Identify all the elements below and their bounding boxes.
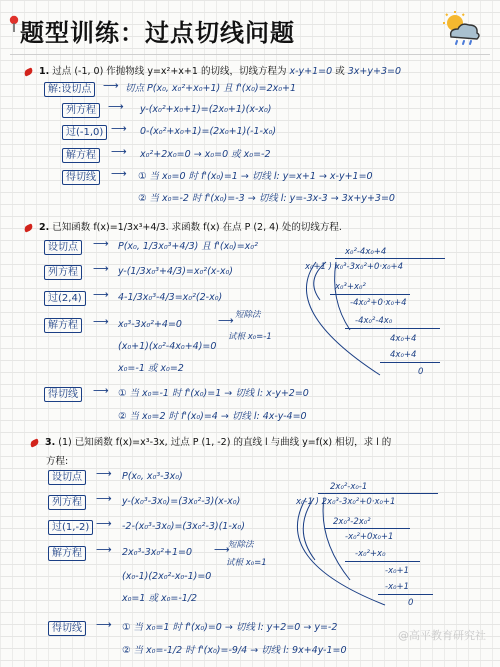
q1-step-equation: 列方程 [62, 103, 100, 118]
q1-step-setpoint: 解:设切点 [44, 82, 95, 97]
question-3: 3. (1) 已知函数 f(x)=x³-3x, 过点 P (1, -2) 的直线 l 与曲线 y=f(x) 相切，求 l 的 [30, 434, 391, 448]
question-1: 1. 过点 (-1, 0) 作抛物线 y=x²+x+1 的切线，切线方程为 x-y+1=0 或 3x+y+3=0 [24, 63, 401, 77]
watermark: @高平教育研究社 [398, 629, 486, 642]
q1-step-tangent: 得切线 [62, 170, 100, 185]
q2-step-equation: 列方程 [44, 265, 82, 280]
page-title: 题型训练：过点切线问题 [20, 20, 295, 47]
q2-step-solve: 解方程 [44, 318, 82, 333]
q1-step-point: 过(-1,0) [62, 125, 107, 140]
q3-step-solve: 解方程 [48, 546, 86, 561]
q3-step-point: 过(1,-2) [48, 520, 93, 535]
q2-step-tangent: 得切线 [44, 387, 82, 402]
question-2: 2. 已知函数 f(x)=1/3x³+4/3. 求函数 f(x) 在点 P (2, 4) 处的切线方程. [24, 219, 342, 233]
q3-step-equation: 列方程 [48, 495, 86, 510]
q2-step-point: 过(2,4) [44, 291, 86, 306]
q2-step-setpoint: 设切点 [44, 240, 82, 255]
q3-step-setpoint: 设切点 [48, 470, 86, 485]
q1-step-solve: 解方程 [62, 148, 100, 163]
q3-step-tangent: 得切线 [48, 621, 86, 636]
